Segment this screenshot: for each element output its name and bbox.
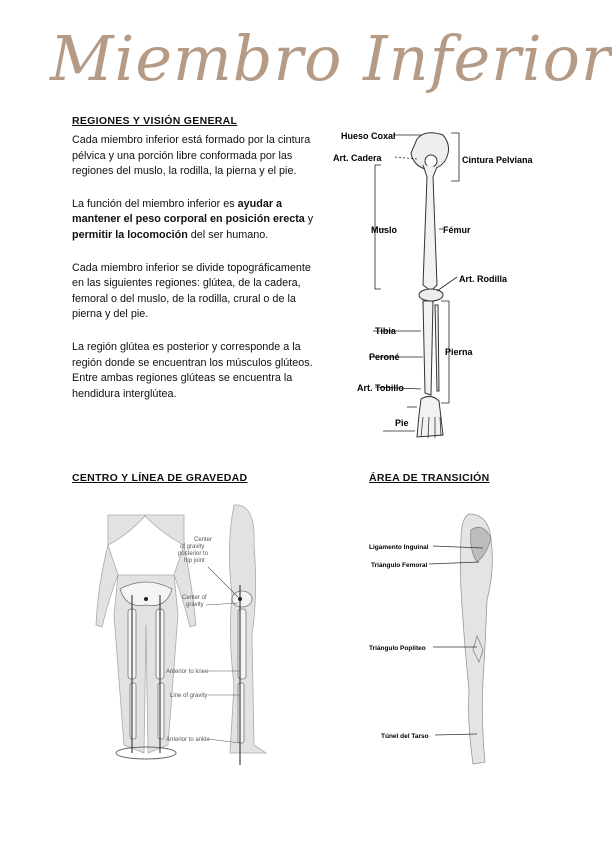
paragraph-1: Cada miembro inferior está formado por la cintura pélvica y una porción libre conformada por las regiones del muslo, la rodilla, la pierna y el pie.	[72, 134, 311, 178]
label-center-posterior-4: hip joint	[184, 558, 205, 564]
paragraph-4: La región glútea es posterior y corresponde a la región donde se encuentran los músculos glúteos. Entre ambas regiones glúteas se encuentra la hendidura interglútea.	[72, 340, 313, 400]
label-line-gravity: Line of gravity	[170, 693, 208, 699]
section-heading-transicion: ÁREA DE TRANSICIÓN	[369, 472, 490, 484]
label-tunel-tarso: Túnel del Tarso	[381, 733, 429, 740]
label-muslo: Muslo	[371, 225, 397, 235]
label-center-posterior-1: Center	[194, 537, 213, 543]
label-triangulo-popliteo: Triángulo Popliteo	[369, 645, 426, 652]
label-center-of-2: gravity	[186, 602, 204, 608]
label-cintura-pelviana: Cintura Pelviana	[462, 155, 533, 165]
label-perone: Peroné	[369, 352, 400, 362]
label-center-posterior-3: posterior to	[178, 551, 209, 557]
lower-limb-skeleton-figure	[325, 125, 533, 445]
label-anterior-knee: Anterior to knee	[166, 669, 209, 675]
label-art-rodilla: Art. Rodilla	[459, 274, 508, 284]
label-anterior-ankle: Anterior to ankle	[166, 737, 210, 743]
transition-area-figure	[365, 510, 515, 770]
label-triangulo-femoral: Triángulo Femoral	[371, 562, 428, 569]
label-tibia: Tibia	[375, 326, 396, 336]
section-heading-regiones: REGIONES Y VISIÓN GENERAL	[72, 115, 238, 127]
label-center-of-1: Center of	[182, 595, 207, 601]
paragraph-2: La función del miembro inferior es ayudar a mantener el peso corporal en posición erecta y permitir la locomoción del ser humano.	[72, 197, 314, 241]
label-ligamento-inguinal: Ligamento Inguinal	[369, 544, 429, 551]
page-title: Miembro Inferior	[50, 22, 612, 95]
regiones-text	[72, 133, 324, 419]
label-femur: Fémur	[443, 225, 471, 235]
gravity-figure	[88, 505, 288, 775]
label-pie: Pie	[395, 418, 409, 428]
label-hueso-coxal: Hueso Coxal	[341, 131, 396, 141]
label-center-posterior-2: of gravity	[180, 544, 205, 550]
label-pierna: Pierna	[445, 347, 473, 357]
label-art-cadera: Art. Cadera	[333, 153, 382, 163]
paragraph-3: Cada miembro inferior se divide topográficamente en las siguientes regiones: glútea, de la cadera, femoral o del muslo, de la rodilla, crural o de la pierna y del pie.	[72, 261, 311, 321]
section-heading-gravedad: CENTRO Y LÍNEA DE GRAVEDAD	[72, 472, 248, 484]
label-art-tobillo: Art. Tobillo	[357, 383, 404, 393]
